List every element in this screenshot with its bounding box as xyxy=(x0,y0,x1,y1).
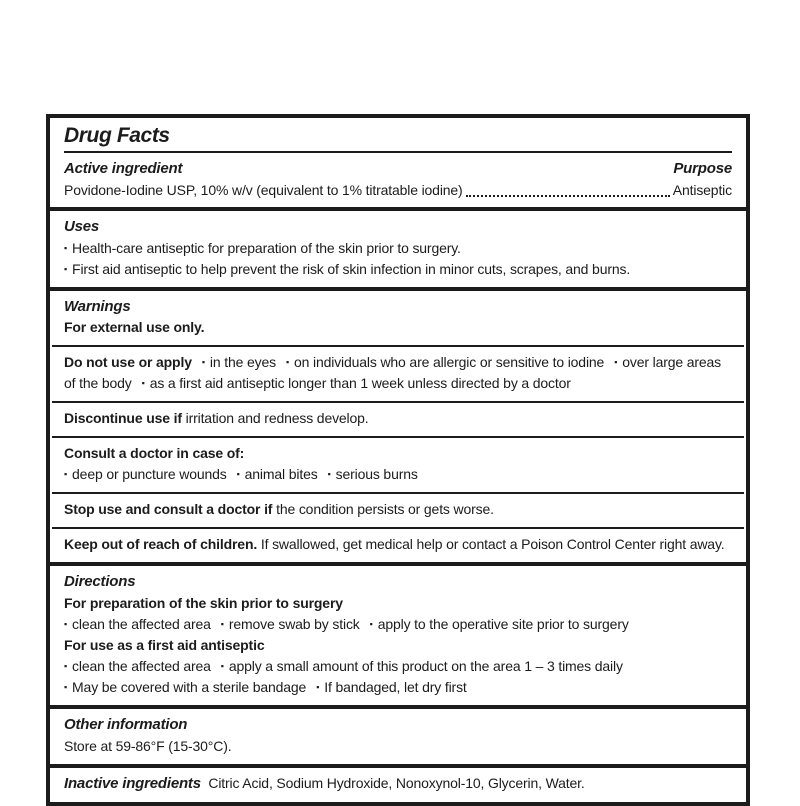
keep-out-text: If swallowed, get medical help or contact a Poison Control Center right away. xyxy=(260,536,725,553)
direction-item: If bandaged, let dry first xyxy=(324,679,467,696)
bullet-icon: ▪ xyxy=(220,661,224,672)
consult-doctor-block xyxy=(50,438,746,492)
inactive-ingredients-list: Citric Acid, Sodium Hydroxide, Nonoxynol-10, Glycerin, Water. xyxy=(208,774,585,791)
consult-doctor-lead: Consult a doctor in case of: xyxy=(64,445,245,462)
bullet-icon: ▪ xyxy=(64,469,68,480)
do-not-use-lead: Do not use or apply xyxy=(64,354,192,371)
stop-use-block xyxy=(50,494,746,527)
active-ingredient-heading: Active ingredient xyxy=(64,160,183,178)
inactive-ingredients-heading: Inactive ingredients xyxy=(64,774,201,792)
warnings-heading: Warnings xyxy=(64,297,131,315)
uses-heading: Uses xyxy=(64,217,100,235)
active-ingredient-header-row xyxy=(64,158,732,180)
other-information-heading: Other information xyxy=(64,716,188,734)
direction-line xyxy=(64,677,732,698)
bullet-icon: ▪ xyxy=(64,619,68,630)
first-aid-subheading: For use as a first aid antiseptic xyxy=(64,637,265,654)
warning-item: as a first aid antiseptic longer than 1 week unless directed by a doctor xyxy=(149,375,571,392)
bullet-icon: ▪ xyxy=(201,357,205,368)
drug-facts-title: Drug Facts xyxy=(64,124,170,147)
bullet-icon: ▪ xyxy=(369,619,373,630)
direction-item: remove swab by stick xyxy=(228,616,360,633)
direction-item: apply to the operative site prior to surgery xyxy=(377,616,629,633)
directions-section xyxy=(50,566,746,705)
direction-line xyxy=(64,614,732,635)
consult-doctor-items xyxy=(64,464,732,485)
warning-item: over large areas of the body xyxy=(64,354,721,392)
bullet-icon: ▪ xyxy=(316,682,320,693)
stop-use-lead: Stop use and consult a doctor if xyxy=(64,501,273,518)
warning-item: in the eyes xyxy=(209,354,276,371)
external-use-note: For external use only. xyxy=(64,319,205,336)
bullet-icon: ▪ xyxy=(64,242,68,253)
purpose-value: Antiseptic xyxy=(672,181,732,198)
other-information-section xyxy=(50,709,746,764)
warning-item: serious burns xyxy=(335,466,418,483)
bullet-icon: ▪ xyxy=(64,682,68,693)
directions-heading: Directions xyxy=(64,573,136,591)
bullet-icon: ▪ xyxy=(220,619,224,630)
storage-note: Store at 59-86°F (15-30°C). xyxy=(64,737,232,754)
direction-line xyxy=(64,656,732,677)
active-ingredient-row xyxy=(64,180,732,201)
title-underline xyxy=(64,151,732,153)
direction-item: clean the affected area xyxy=(72,658,211,675)
discontinue-block xyxy=(50,403,746,436)
inactive-ingredients-section xyxy=(50,768,746,802)
bullet-icon: ▪ xyxy=(141,378,145,389)
warning-item: on individuals who are allergic or sensitive to iodine xyxy=(293,354,605,371)
bullet-icon: ▪ xyxy=(64,661,68,672)
keep-out-block xyxy=(50,529,746,562)
dotted-leader xyxy=(466,195,670,197)
surgery-subheading: For preparation of the skin prior to surgery xyxy=(64,595,343,612)
bullet-icon: ▪ xyxy=(236,469,240,480)
bullet-icon: ▪ xyxy=(327,469,331,480)
warnings-heading-block xyxy=(50,291,746,346)
header-section xyxy=(50,118,746,207)
warning-item: animal bites xyxy=(244,466,318,483)
use-item xyxy=(64,238,732,259)
do-not-use-block xyxy=(50,347,746,401)
use-item-text: Health-care antiseptic for preparation of the skin prior to surgery. xyxy=(72,239,461,256)
direction-item: apply a small amount of this product on the area 1 – 3 times daily xyxy=(228,658,623,675)
use-item xyxy=(64,259,732,280)
warnings-section xyxy=(50,291,746,563)
use-item-text: First aid antiseptic to help prevent the risk of skin infection in minor cuts, scrapes, and burns. xyxy=(72,260,631,277)
direction-item: May be covered with a sterile bandage xyxy=(72,679,307,696)
bullet-icon: ▪ xyxy=(64,263,68,274)
bullet-icon: ▪ xyxy=(614,357,618,368)
drug-facts-panel xyxy=(46,114,750,806)
warning-item: deep or puncture wounds xyxy=(72,466,227,483)
keep-out-lead: Keep out of reach of children. xyxy=(64,536,258,553)
discontinue-text: irritation and redness develop. xyxy=(185,410,369,427)
stop-use-text: the condition persists or gets worse. xyxy=(276,501,494,518)
purpose-heading: Purpose xyxy=(673,160,732,178)
direction-item: clean the affected area xyxy=(72,616,211,633)
discontinue-lead: Discontinue use if xyxy=(64,410,182,427)
bullet-icon: ▪ xyxy=(285,357,289,368)
uses-section xyxy=(50,211,746,287)
ingredient-name: Povidone-Iodine USP, 10% w/v (equivalent to 1% titratable iodine) xyxy=(64,181,463,198)
